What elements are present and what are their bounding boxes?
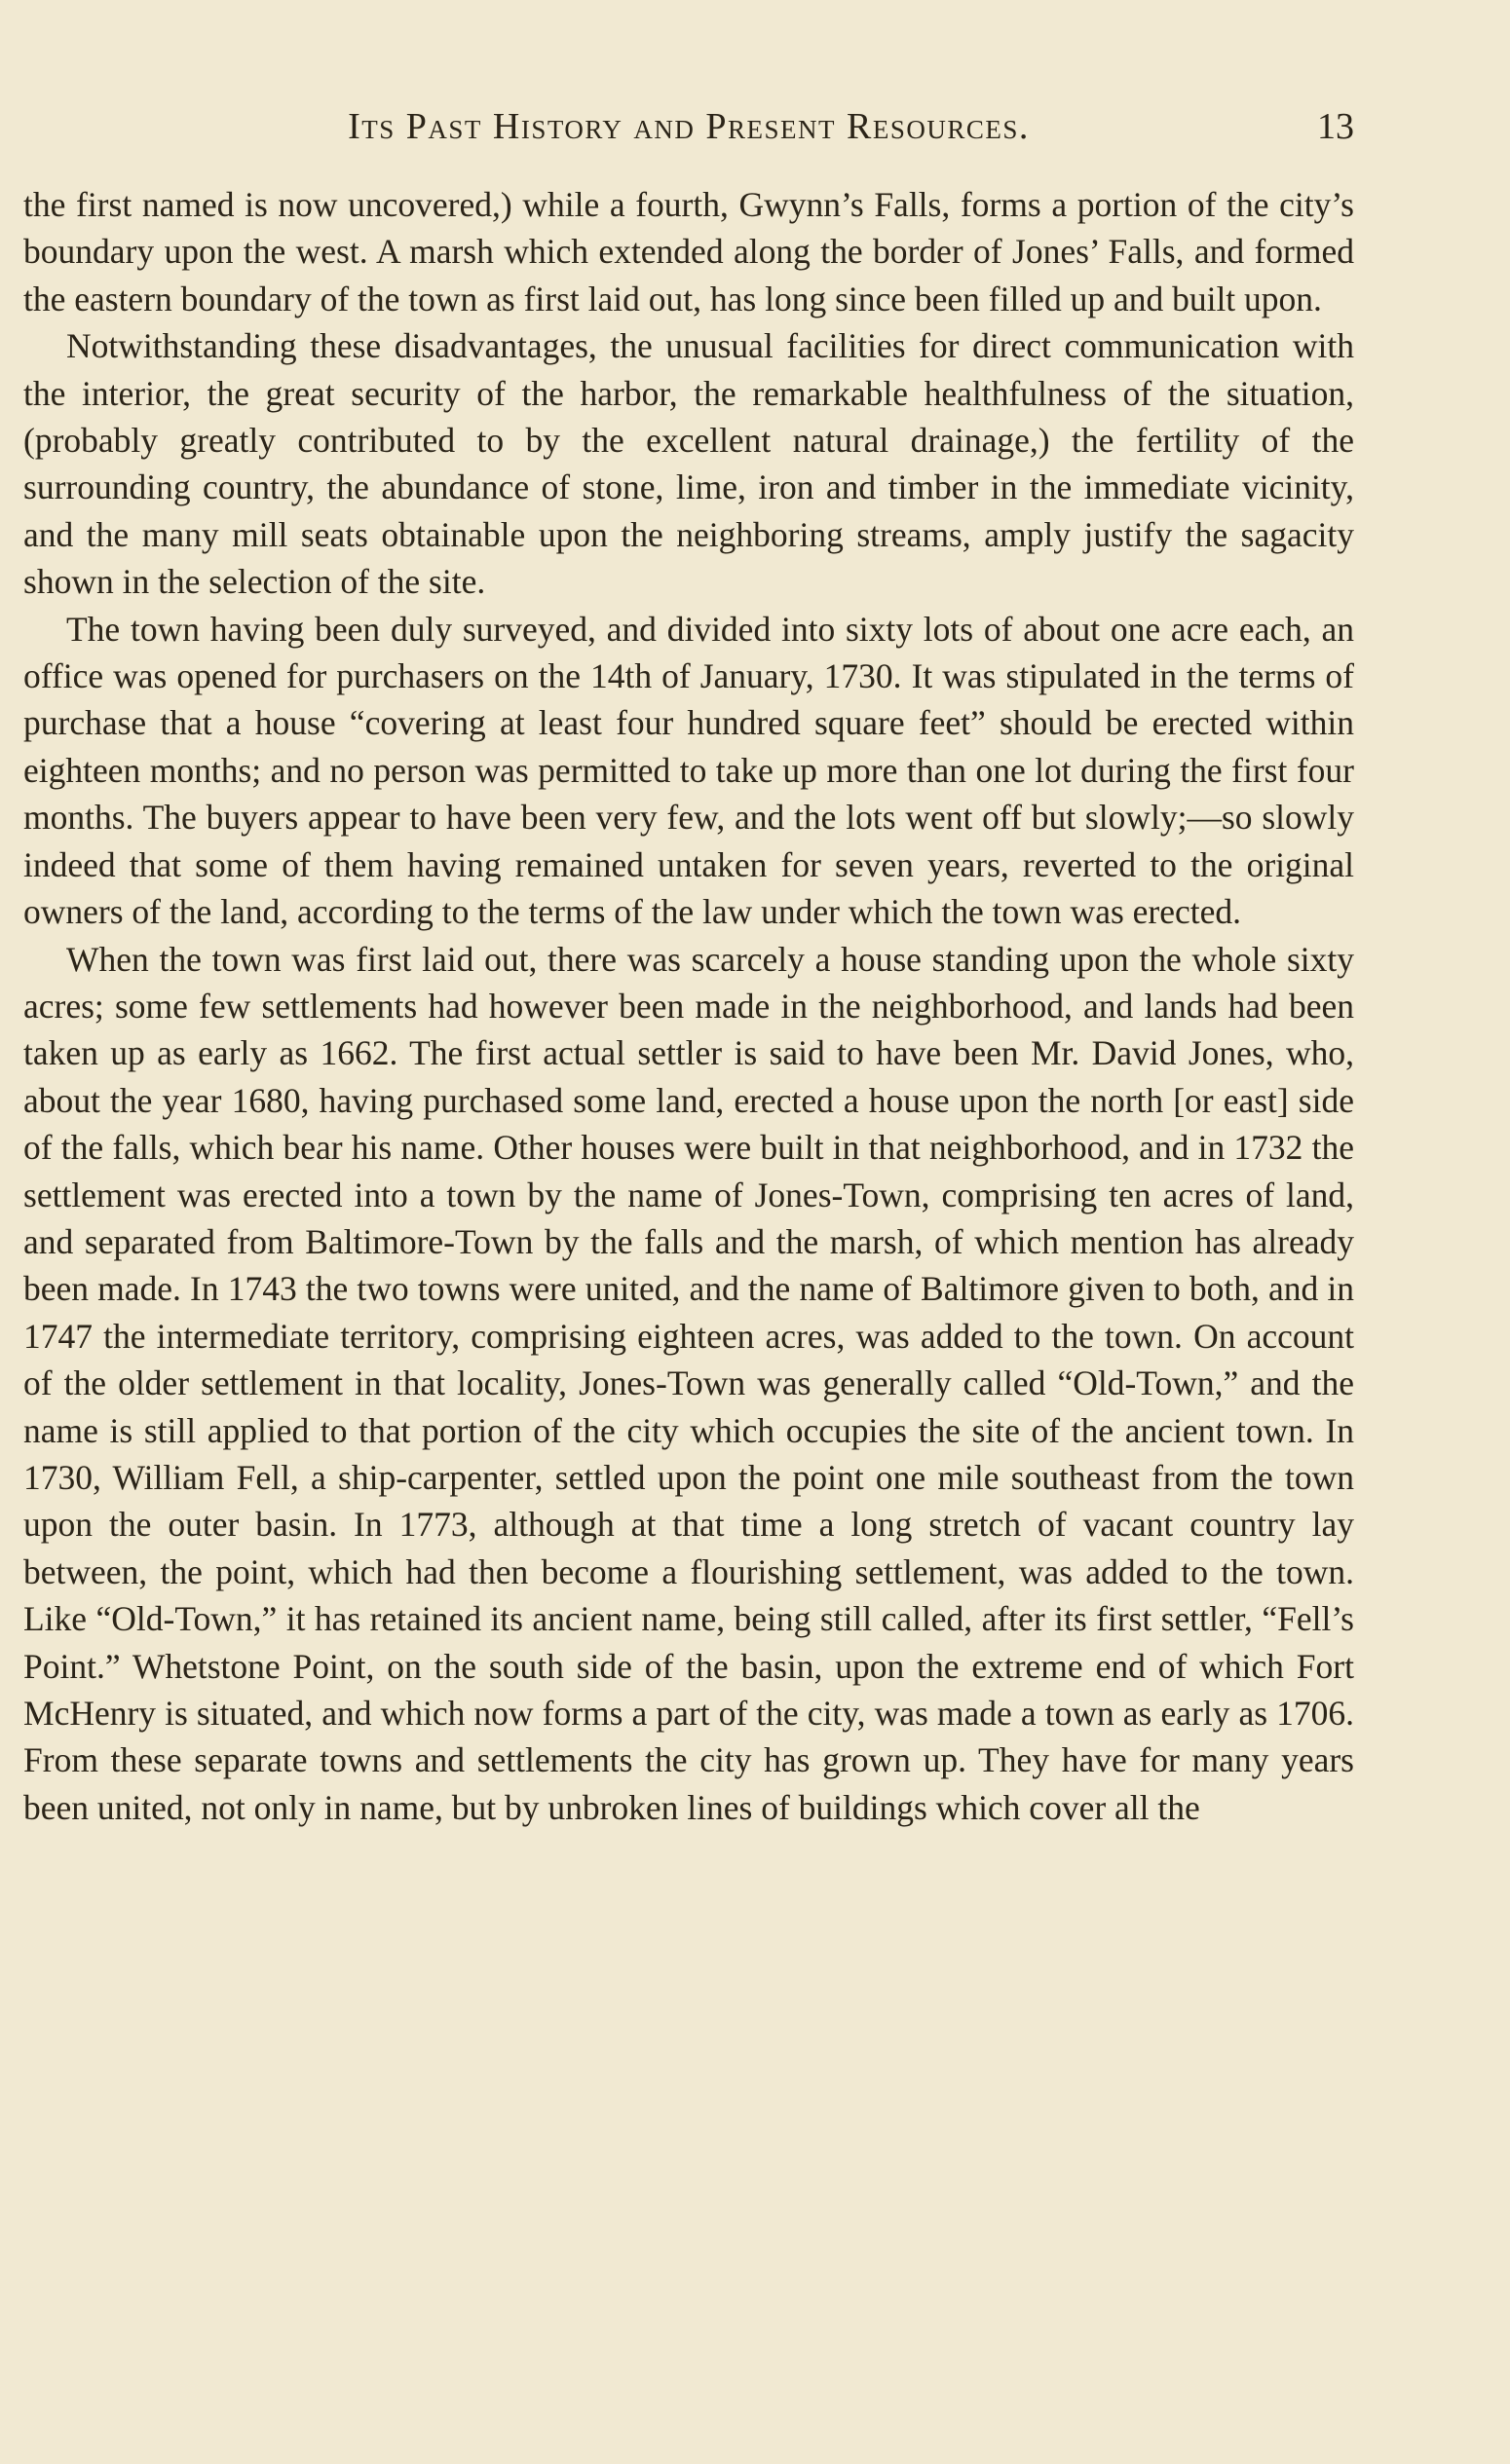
paragraph-continued: the first named is now uncovered,) while a fourth, Gwynn’s Falls, forms a portion of the city’s boundary upon the west. A marsh which extended along the border of Jones’ Falls, and formed the eastern boundary of the town as first laid out, has long since been filled up and built upon. [23, 185, 1354, 318]
running-head [23, 105, 1354, 154]
body-text [23, 181, 1354, 1831]
paragraph-disadvantages: Notwithstanding these disadvantages, the unusual facilities for direct communication with the interior, the great security of the harbor, the remarkable healthfulness of the situation, (probably greatly contributed to by the excellent natural drainage,) the fertility of the surrounding country, the abundance of stone, lime, iron and timber in the immediate vicinity, and the many mill seats obtainable upon the neighboring streams, amply justify the sagacity shown in the selection of the site. [23, 326, 1354, 602]
running-title: Its Past History and Present Resources. [348, 106, 1030, 147]
page-number: 13 [1317, 106, 1354, 147]
paragraph-settlement: When the town was first laid out, there was scarcely a house standing upon the whole sixty acres; some few settlements had however been made in the neighborhood, and lands had been taken up as early as 1662. The first actual settler is said to have been Mr. David Jones, who, about the year 1680, having purchased some land, erected a house upon the north [or east] side of the falls, which bear his name. Other houses were built in that neighborhood, and in 1732 the settlement was erected into a town by the name of Jones-Town, comprising ten acres of land, and separated from Baltimore-Town by the falls and the marsh, of which mention has already been made. In 1743 the two towns were united, and the name of Baltimore given to both, and in 1747 the intermediate territory, comprising eighteen acres, was added to the town. On account of the older settlement in that locality, Jones-Town was generally called “Old-Town,” and the name is still applied to that portion of the city which occupies the site of the ancient town. In 1730, William Fell, a ship-carpenter, settled upon the point one mile southeast from the town upon the outer basin. In 1773, although at that time a long stretch of vacant country lay between, the point, which had then become a flourishing settlement, was added to the town. Like “Old-Town,” it has retained its ancient name, being still called, after its first settler, “Fell’s Point.” Whetstone Point, on the south side of the basin, upon the extreme end of which Fort McHenry is situated, and which now forms a part of the city, was made a town as early as 1706. From these separate towns and settlements the city has grown up. They have for many years been united, not only in name, but by unbroken lines of buildings which cover all the [23, 939, 1354, 1827]
paragraph-survey: The town having been duly surveyed, and divided into sixty lots of about one acre each, an office was opened for purchasers on the 14th of January, 1730. It was stipulated in the terms of purchase that a house “covering at least four hundred square feet” should be erected within eighteen months; and no person was permitted to take up more than one lot during the first four months. The buyers appear to have been very few, and the lots went off but slowly;—so slowly indeed that some of them having remained untaken for seven years, reverted to the original owners of the land, according to the terms of the law under which the town was erected. [23, 609, 1354, 932]
